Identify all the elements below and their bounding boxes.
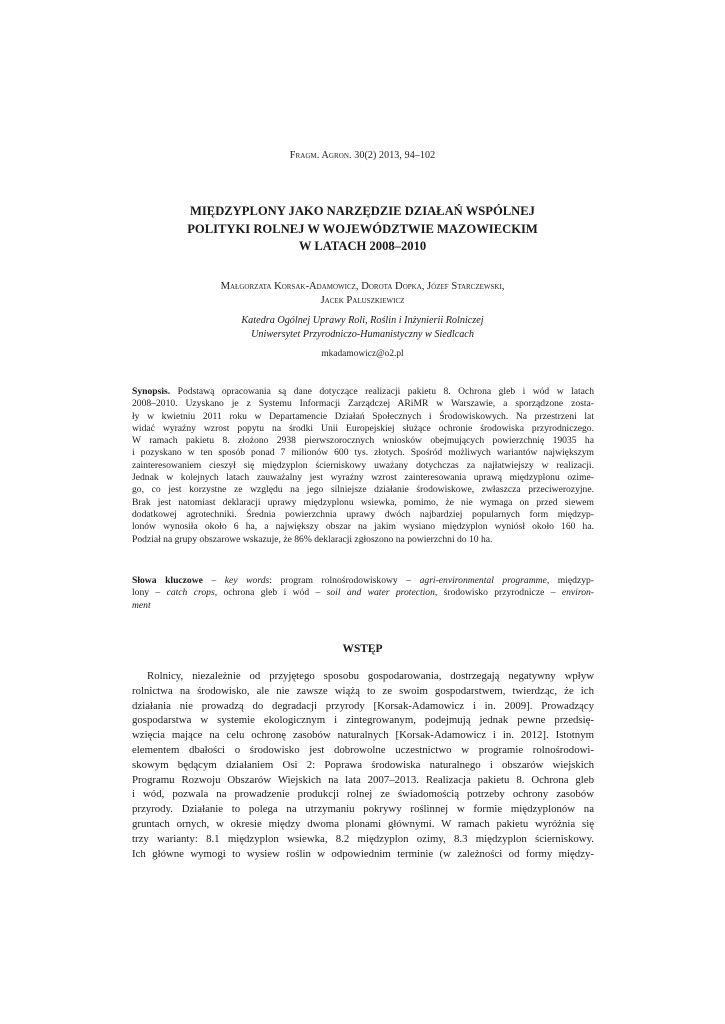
body-line: działania nie prowadzą do degradacji przyrody [Korsak-Adamowicz i in. 2009]. Prowadzący (132, 699, 594, 712)
body-line: elementem dbałości o środowisko jest dobrowolne uczestnictwo w programie rolnośrodowi- (132, 743, 594, 756)
abstract-label: Synopsis. (132, 386, 171, 397)
body-line: gospodarstwa w systemie ekologicznym i zintegrowanym, podejmują jednak pewne przedsię- (132, 714, 594, 727)
body-line: wzięcia mające na celu ochronę zasobów naturalnych [Korsak-Adamowicz i in. 2012]. Istotnym (132, 729, 594, 742)
keywords-text: lony – (132, 587, 167, 599)
abstract-line (132, 386, 594, 398)
body-line: i wód, pozwala na prowadzenie produkcji rolnej ze świadomością potrzeby ochrony zasobów (132, 788, 594, 801)
keywords-line-2 (132, 587, 594, 599)
keywords-label: Słowa kluczowe (132, 575, 203, 586)
abstract-line: Podział na grupy obszarowe wskazuje, że 86% deklaracji zgłoszono na powierzchni do 10 ha. (132, 533, 493, 545)
keywords-text: , środowisko przyrodnicze – (434, 587, 562, 599)
abstract-line: 2008–2010. Uzyskano je z Systemu Informacji Zarządczej ARiMR w Warszawie, a sporządzone zosta- (132, 398, 594, 410)
intro-paragraph (132, 669, 594, 861)
abstract-line: ły w kwietniu 2011 roku w Departamencie Działań Społecznych i Środowiskowych. Na przestrzeni lat (132, 410, 594, 422)
title-line-1: MIĘDZYPLONY JAKO NARZĘDZIE DZIAŁAŃ WSPÓLNEJ (190, 204, 535, 218)
keywords-text: : program rolnośrodowiskowy – (269, 575, 420, 586)
abstract-line: zainteresowaniem cieszył się międzyplon ścierniskowy uważany dotychczas za najłatwiejszy w realizacji. (132, 459, 594, 471)
abstract-line: W ramach pakietu 8. złożono 2938 pierwszorocznych wniosków obejmujących powierzchnię 19035 ha (132, 435, 594, 447)
paper-title (120, 203, 605, 256)
affiliation-line-1: Katedra Ogólnej Uprawy Roli, Roślin i Inżynierii Rolniczej (241, 315, 484, 326)
keywords-text: , międzyp- (546, 575, 595, 586)
abstract-line: Brak jest natomiast deklaracji uprawy międzyplonu wsiewka, pomimo, że nie wymaga on przed siewem (132, 496, 594, 508)
abstract-text: Podstawą opracowania są dane dotyczące realizacji pakietu 8. Ochrona gleb i wód w latach (170, 386, 594, 397)
body-line: Rolnicy, niezależnie od przyjętego sposobu gospodarowania, dostrzegają negatywny wpływ (147, 670, 594, 682)
keyword-en: soil and water protection (326, 587, 435, 599)
title-line-2: POLITYKI ROLNEJ W WOJEWÓDZTWIE MAZOWIECKIM (187, 221, 538, 236)
keywords-line-3 (132, 600, 594, 612)
abstract-line: lonów wynosiła około 6 ha, a największy obszar na jakim wysiano międzyplon wyniósł około 160 ha. (132, 521, 594, 533)
body-line: przyrody. Działanie to polega na utrzymaniu pokrywy roślinnej w formie międzyplonów na (132, 803, 594, 816)
keywords-en-label: key words (224, 575, 270, 586)
keyword-en: ment (132, 599, 151, 611)
affiliation-line-2: Uniwersytet Przyrodniczo-Humanistyczny w Siedlcach (251, 328, 474, 340)
body-line: Ich główne wymogi to wysiew roślin w odpowiednim terminie (w zależności od formy między- (132, 847, 594, 860)
abstract-line: i pozyskano w ten sposób ponad 7 milionów 600 tys. złotych. Spośród możliwych wariantów największym (132, 447, 594, 459)
journal-reference: Fragm. Agron. 30(2) 2013, 94–102 (289, 150, 436, 161)
abstract (132, 386, 594, 546)
body-line: gruntach ornych, w okresie między dwoma plonami głównymi. W ramach pakietu wyróżnia się (132, 817, 594, 830)
authors-line-1: Małgorzata Korsak-Adamowicz, Dorota Dopka, Józef Starczewski, (220, 281, 505, 292)
title-line-3: W LATACH 2008–2010 (298, 239, 427, 253)
keywords-text: – (202, 575, 225, 586)
section-heading: WSTĘP (342, 643, 383, 655)
keyword-en: agri-environmental programme (419, 575, 547, 586)
body-line: trzy warianty: 8.1 międzyplon wsiewka, 8.2 międzyplon ozimy, 8.3 międzyplon ścierniskowy. (132, 832, 594, 845)
abstract-line: Jednak w kolejnych latach zauważalny jest wyraźny wzrost zainteresowania uprawą międzyplonu ozime- (132, 472, 594, 484)
authors-line-2: Jacek Paluszkiewicz (320, 295, 405, 306)
keywords-line-1 (132, 575, 594, 587)
keyword-en: catch crops (166, 587, 215, 599)
body-line: Programu Rozwoju Obszarów Wiejskich na lata 2007–2013. Realizacja pakietu 8. Ochrona gleb (132, 773, 594, 786)
affiliation (150, 314, 575, 341)
contact-email[interactable]: mkadamowicz@o2.pl (321, 349, 404, 359)
keywords-text: , ochrona gleb i wód – (214, 587, 327, 599)
abstract-line: dodatkowej agrotechniki. Średnia powierzchnia uprawy dwóch najbardziej popularnych form międzyp- (132, 508, 594, 520)
author-list (150, 280, 575, 308)
body-line: rolnictwa na środowisko, ale nie zawsze wiążą to ze swoim gospodarstwem, twierdząc, że ich (132, 684, 594, 697)
keywords (132, 575, 594, 612)
abstract-line: go, co jest korzystne ze względu na jego silniejsze działanie środowiskowe, zwłaszcza przeciwerozyjne. (132, 484, 594, 496)
keyword-en: environ- (561, 587, 594, 599)
body-line: skowym będącym działaniem Osi 2: Poprawa środowiska naturalnego i obszarów wiejskich (132, 758, 594, 771)
abstract-line: widać wyraźny wzrost popytu na środki Unii Europejskiej służące ochronie środowiska przyrodniczego. (132, 422, 594, 434)
